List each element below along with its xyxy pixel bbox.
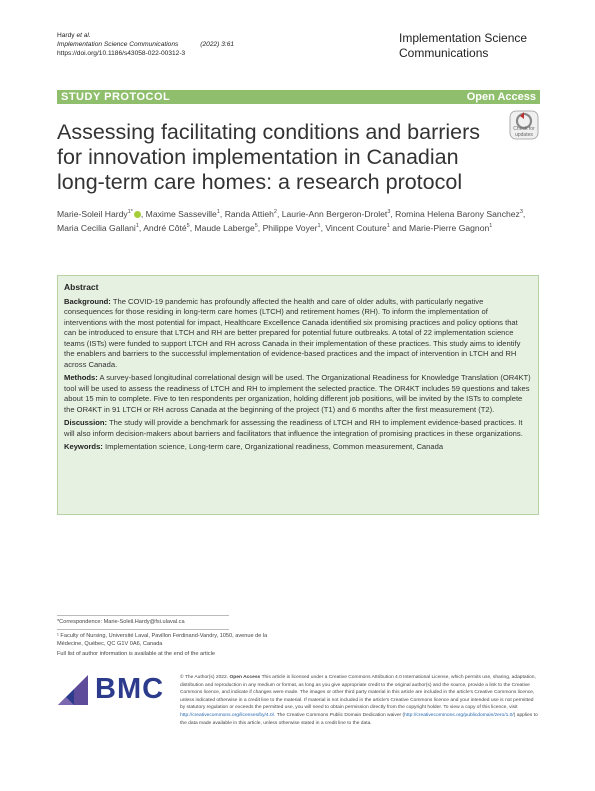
open-access-label: Open Access [466, 91, 536, 103]
author-name[interactable]: Marie-Pierre Gagnon [409, 222, 490, 233]
journal-short: Implementation Science Communications [57, 41, 179, 48]
public-domain-link[interactable]: http://creativecommons.org/publicdomain/zero/1.0/ [404, 712, 514, 718]
affiliation-note: ¹ Faculty of Nursing, Université Laval, Pavillon Ferdinand-Vandry, 1050, avenue de la Médecine, Québec, QC G1V 0A6, Canada [57, 633, 268, 647]
background-text: The COVID-19 pandemic has profoundly affected the health and care of older adults, with particularly negative consequences for those residing in long-term care homes (LTCH) and retirement homes (RH). To inform the implementation of interventions with the most potential for impact, Healthcare Excellence Canada identified six promising practices and policy options that can be introduced to ensure that LTCH and RH are better prepared for potential future outbreaks. A total of 22 implementation science teams (ISTs) were funded to support LTCH and RH across Canada in their implementation of these practices. This study aims to identify the enablers and barriers to the successful implementation of evidence-based practices and the impact of intervention in LTCH and RH across Canada. [64, 296, 521, 369]
author-affiliation-sup: 3 [387, 209, 391, 215]
license-text-3: ) applies to the data made available in this article, unless otherwise stated in a credit line to the data. [180, 712, 538, 726]
correspondence-note: *Correspondence: Marie-Soleil.Hardy@fsi.ulaval.ca [57, 619, 185, 625]
author-name[interactable]: Philippe Voyer [262, 222, 318, 233]
check-for-updates-label: Check for updates [513, 126, 535, 138]
author-list: Marie-Soleil Hardy$^{1*}$ , Maxime Sasseville$^1$, Randa Attieh$^2$, Laurie-Ann Bergeron-Drolet$^3$, Romina Helena Barony Sanchez$^3$, Maria Cecilia Gallani$^1$, André Côté$^5$, Maude Laberge$^5$, Philippe Voyer$^1$, Vincent Couture$^1$ and Marie-Pierre Gagnon$^1$ [57, 208, 526, 233]
author-affiliation-sup: 1 [216, 209, 220, 215]
author-name[interactable]: Maxime Sasseville [145, 208, 217, 219]
author-name[interactable]: Maude Laberge [194, 222, 255, 233]
etal: et al. [76, 32, 91, 39]
journal-name: Implementation Science Communications [399, 31, 528, 60]
orcid-icon[interactable] [134, 211, 141, 218]
abstract-keywords [64, 442, 532, 453]
publisher-logo: BMC [95, 673, 165, 705]
author-affiliation-sup: 1 [317, 222, 321, 229]
author-affiliation-sup: 1 [135, 222, 139, 229]
author-affiliation-sup: 1 [489, 222, 493, 229]
author-name[interactable]: Randa Attieh [224, 208, 274, 219]
bmc-logo-icon [58, 675, 92, 705]
author-name[interactable]: Laurie-Ann Bergeron-Drolet [281, 208, 388, 219]
abstract-methods [64, 373, 532, 415]
author-name[interactable]: André Côté [143, 222, 187, 233]
abstract-heading: Abstract [64, 282, 99, 292]
abstract-box [57, 275, 539, 515]
author-name[interactable]: Romina Helena Barony Sanchez [395, 208, 520, 219]
article-title: Assessing facilitating conditions and barriers for innovation implementation in Canadian long-term care homes: a research protocol [57, 120, 481, 194]
doi-link[interactable]: https://doi.org/10.1186/s43058-022-00312-3 [57, 50, 186, 57]
author-affiliation-sup: 5 [254, 222, 258, 229]
abstract-discussion [64, 418, 532, 439]
keywords-text: Implementation science, Long-term care, Organizational readiness, Common measurement, Canada [104, 442, 444, 451]
license-text-2: . The Creative Commons Public Domain Dedication waiver ( [274, 712, 405, 718]
discussion-text: The study will provide a benchmark for assessing the readiness of LTCH and RH to implement evidence-based practices. It will also inform decision-makers about barriers and facilitators that influence the integration of promising practices in these organizations. [64, 418, 523, 438]
keywords-label: Keywords: [64, 442, 103, 451]
author-name[interactable]: Marie-Soleil Hardy [57, 208, 128, 219]
open-access-bold: Open Access [229, 675, 261, 680]
license-text [180, 674, 540, 727]
author-affiliation-sup: 1* [127, 209, 133, 215]
footnote-divider [57, 615, 229, 616]
license-link[interactable]: http://creativecommons.org/licenses/by/4.0/ [180, 712, 275, 718]
year-volume: (2022) 3:61 [200, 41, 235, 48]
author-name[interactable]: Vincent Couture [325, 222, 387, 233]
citation-block [57, 31, 234, 58]
author-affiliation-sup: 5 [186, 222, 190, 229]
author-affiliation-sup: 2 [273, 209, 277, 215]
background-label: Background: [64, 296, 111, 306]
copyright: © The Author(s) 2022. [180, 675, 229, 680]
author-affiliation-sup: 3 [519, 209, 523, 215]
methods-label: Methods: [64, 373, 98, 382]
methods-text: A survey-based longitudinal correlational design will be used. The Organizational Readiness for Knowledge Translation (OR4KT) tool will be used to assess the readiness of LTCH and RH to implement the selected practice. The OR4KT includes 59 questions and takes about 15 min to complete. Five to ten respondents per organization, holding different job positions, will be invited by the ISTs to complete the OR4KT in 91 LTCH or RH across Canada at the beginning of the project (T1) and 6 months after the first measurement (T2). [64, 373, 531, 414]
author-name[interactable]: Maria Cecilia Gallani [57, 222, 136, 233]
abstract-background [64, 297, 532, 371]
author-affiliation-sup: 1 [386, 222, 390, 229]
footnote-divider-2 [57, 629, 229, 630]
license-text-1: This article is licensed under a Creative Commons Attribution 4.0 International License, which permits use, sharing, adaptation, distribution and reproduction in any medium or format, as long as you give appropriate credit to the original author(s) and the source, provide a link to the Creative Commons licence, and indicate if changes were made. The images or other third party material in this article are included in the article's Creative Commons licence, unless indicated otherwise in a credit line to the material. If material is not included in the article's Creative Commons licence and your intended use is not permitted by statutory regulation or exceeds the permitted use, you will need to obtain permission directly from the copyright holder. To view a copy of this licence, visit [180, 675, 536, 711]
article-type-banner [57, 90, 540, 104]
author-short: Hardy [57, 32, 75, 39]
article-type: STUDY PROTOCOL [61, 91, 171, 103]
discussion-label: Discussion: [64, 418, 108, 427]
full-list-note: Full list of author information is available at the end of the article [57, 651, 215, 657]
